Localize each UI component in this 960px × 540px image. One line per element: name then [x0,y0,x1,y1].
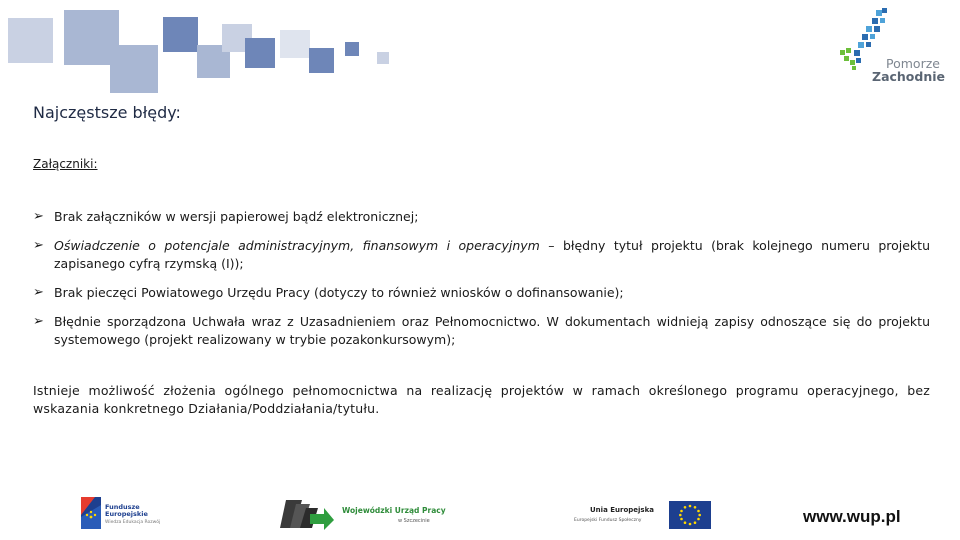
ue-sub-text: Europejski Fundusz Społeczny [574,518,642,523]
eu-flag-icon [669,501,711,529]
list-item [33,284,930,302]
fe-logo-text [105,504,148,518]
wup-city: w Szczecinie [398,518,430,524]
fe-sub-text: Wiedza Edukacja Rozwój [105,520,161,525]
website-link[interactable]: www.wup.pl [803,507,901,526]
error-list [33,208,930,349]
list-item-text: Brak pieczęci Powiatowego Urzędu Pracy (dotyczy to również wniosków o dofinansowanie); [54,285,624,300]
wup-name: Wojewódzki Urząd Pracy [342,506,446,515]
fundusze-europejskie-logo-icon [81,497,101,529]
list-item-text: – błędny tytuł projektu (brak kolejnego numeru projektu zapisanego cyfrą rzymską (I)); [54,238,930,271]
wup-logo-icon [280,500,334,530]
list-item-text: Brak załączników w wersji papierowej bądź elektronicznej; [54,209,419,224]
pomorze-zachodnie-logo [836,8,956,88]
arrow-bullet-icon: ➢ [33,314,44,329]
section-heading: Załączniki: [33,157,98,171]
decor-square [8,18,53,63]
logo-text-line2: Zachodnie [872,69,946,84]
list-item [33,208,930,226]
decor-square [110,45,158,93]
list-item [33,237,930,273]
logo-text-line1: Pomorze [886,56,940,71]
decor-square [163,17,198,52]
decor-square [345,42,359,56]
ue-name: Unia Europejska [590,506,654,514]
info-paragraph: Istnieje możliwość złożenia ogólnego pełnomocnictwa na realizację projektów w ramach określonego programu operacyjnego, bez wskazania konkretnego Działania/Poddziałania/tytułu. [33,383,930,416]
list-item [33,313,930,349]
fe-line1: Fundusze [105,503,140,511]
decor-square [377,52,389,64]
list-item-italic-text: Oświadczenie o potencjale administracyjnym, finansowym i operacyjnym [54,238,540,253]
decor-square [280,30,310,58]
arrow-bullet-icon: ➢ [33,209,44,224]
fe-line2: Europejskie [105,510,148,518]
decor-square [245,38,275,68]
list-item-text: Błędnie sporządzona Uchwała wraz z Uzasadnieniem oraz Pełnomocnictwo. W dokumentach widnieją zapisy odnoszące się do projektu systemowego (projekt realizowany w trybie pozakonkursowym); [54,314,930,347]
page-title: Najczęstsze błędy: [33,103,181,122]
arrow-bullet-icon: ➢ [33,285,44,300]
arrow-bullet-icon: ➢ [33,238,44,253]
decor-square [309,48,334,73]
